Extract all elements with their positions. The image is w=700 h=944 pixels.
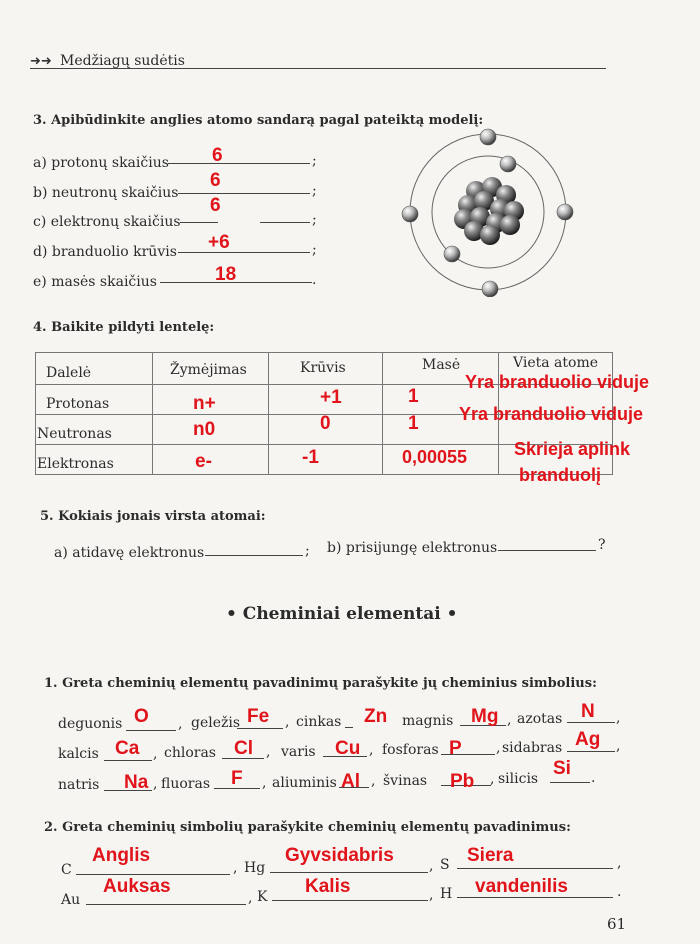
element-name: azotas (517, 711, 563, 727)
q3-item-label: b) neutronų skaičius (33, 185, 179, 201)
sep: , (369, 742, 374, 758)
col-header: Masė (422, 357, 461, 373)
electron (402, 206, 418, 222)
cell-place: Yra branduolio viduje (465, 372, 650, 392)
element-name: cinkas (296, 714, 342, 730)
element-symbol: Cu (335, 738, 361, 759)
element-name: sidabras (502, 740, 563, 756)
element-name: fosforas (382, 742, 439, 758)
symbol-line (237, 728, 283, 729)
q3-answer-line (178, 252, 310, 253)
header-rule (30, 68, 606, 69)
sep: , (153, 746, 158, 762)
element-name: natris (58, 777, 100, 793)
element-symbol: P (449, 738, 462, 759)
cell-symbol: e- (195, 451, 212, 472)
q3-item-label: a) protonų skaičius (33, 155, 169, 171)
sep: , (178, 716, 183, 732)
element-symbol-label: H (440, 886, 453, 902)
element-name: kalcis (58, 746, 99, 762)
element-symbol: Ca (115, 738, 140, 759)
q3-answer: 6 (212, 145, 223, 166)
q3-item-label: c) elektronų skaičius (33, 214, 181, 230)
element-name: deguonis (58, 716, 123, 732)
sep: , (429, 887, 434, 903)
sep: , (429, 858, 434, 874)
element-symbol: Cl (234, 738, 253, 759)
q3-item-end: . (312, 272, 317, 288)
element-symbol-label: Hg (244, 860, 266, 876)
q5-a-line (205, 555, 303, 556)
electron (444, 246, 460, 262)
q3-answer-line (178, 193, 310, 194)
q3-item-end: ; (312, 153, 317, 169)
element-symbol: Ag (575, 729, 601, 750)
q3-item-label: d) branduolio krūvis (33, 244, 177, 260)
element-name: aliuminis (272, 775, 337, 791)
page-number: 61 (607, 915, 627, 933)
q5-a-end: ; (305, 543, 310, 559)
name-line (86, 904, 246, 905)
row-label: Protonas (46, 396, 110, 412)
cell-charge: +1 (320, 387, 342, 408)
section-title: • Cheminiai elementai • (226, 604, 458, 624)
element-name: geležis (191, 715, 241, 731)
symbol-line (567, 751, 615, 752)
q3-item-end: ; (312, 212, 317, 228)
sep: . (617, 884, 622, 900)
sep: , (262, 775, 267, 791)
element-symbol: Zn (364, 706, 388, 727)
symbol-line (345, 727, 353, 728)
element-name-answer: Kalis (305, 876, 351, 897)
element-name-answer: Siera (467, 845, 514, 866)
sep: , (490, 771, 495, 787)
element-symbol: N (581, 701, 595, 722)
element-symbol: Na (124, 772, 149, 793)
name-line (270, 872, 428, 873)
name-line (76, 874, 230, 875)
element-name-answer: vandenilis (475, 876, 568, 897)
sep: , (616, 710, 621, 726)
q3-answer: +6 (208, 232, 230, 253)
cell-symbol: n0 (193, 419, 216, 440)
col-header: Vieta atome (513, 355, 599, 371)
col-header: Krūvis (300, 360, 346, 376)
name-line (272, 900, 428, 901)
element-symbol: Al (341, 771, 360, 792)
element-symbol: Pb (450, 771, 475, 792)
cell-mass: 1 (408, 386, 419, 407)
element-symbol: Si (553, 758, 571, 779)
element-symbol-label: C (61, 862, 72, 878)
cell-charge: -1 (302, 447, 319, 468)
cell-symbol: n+ (193, 393, 216, 414)
element-symbol-label: S (440, 857, 450, 873)
q5-title: 5. Kokiais jonais virsta atomai: (40, 509, 266, 524)
sep: , (496, 740, 501, 756)
q3-item-end: ; (312, 242, 317, 258)
element-symbol-label: K (257, 889, 268, 905)
electron (500, 156, 516, 172)
row-label: Elektronas (37, 456, 114, 472)
q5-b-label: b) prisijungę elektronus (327, 540, 498, 556)
cell-place: branduolį (519, 465, 601, 485)
sep: . (591, 770, 596, 786)
q5-b-line (498, 550, 596, 551)
element-name: varis (281, 744, 316, 760)
q3-item-end: ; (312, 183, 317, 199)
element-name-answer: Anglis (92, 845, 151, 866)
q3-item-label: e) masės skaičius (33, 274, 157, 290)
element-name: silicis (498, 771, 539, 787)
col-header: Dalelė (46, 365, 92, 381)
q5-a-label: a) atidavę elektronus (54, 545, 205, 561)
element-name: chloras (164, 745, 216, 761)
cell-place: Skrieja aplink (514, 439, 631, 459)
element-symbol: O (134, 706, 149, 727)
electron (557, 204, 573, 220)
symbol-line (104, 760, 152, 761)
q3-answer: 6 (210, 195, 221, 216)
q3-answer: 18 (215, 264, 237, 285)
sep: , (617, 855, 622, 871)
q3-title: 3. Apibūdinkite anglies atomo sandarą pagal pateiktą modelį: (33, 113, 484, 128)
header-arrows-icon: ➜➜ (30, 54, 52, 69)
sep: , (153, 776, 158, 792)
sep: , (616, 738, 621, 754)
q3-answer-line (260, 222, 310, 223)
electron (480, 129, 496, 145)
sep: , (266, 744, 271, 760)
sep: , (507, 712, 512, 728)
element-name: magnis (402, 713, 454, 729)
nucleus (454, 177, 524, 245)
col-header: Žymėjimas (170, 362, 247, 378)
element-symbol: Mg (471, 706, 499, 727)
q3-answer: 6 (210, 170, 221, 191)
electron (482, 281, 498, 297)
sep: , (285, 714, 290, 730)
cell-mass: 0,00055 (402, 447, 468, 467)
e2-title: 2. Greta cheminių simbolių parašykite cheminių elementų pavadinimus: (44, 820, 571, 835)
element-name-answer: Auksas (103, 876, 171, 897)
sep: , (371, 773, 376, 789)
sep: , (248, 890, 253, 906)
symbol-line (126, 730, 176, 731)
e1-title: 1. Greta cheminių elementų pavadinimų parašykite jų cheminius simbolius: (44, 676, 597, 691)
section-header: Medžiagų sudėtis (60, 53, 185, 69)
cell-place: Yra branduolio viduje (459, 404, 644, 424)
carbon-atom-model (398, 125, 582, 297)
q3-answer-line (168, 163, 310, 164)
cell-mass: 1 (408, 413, 419, 434)
element-name: fluoras (161, 776, 211, 792)
element-name: švinas (383, 773, 428, 789)
element-symbol: Fe (247, 706, 270, 727)
q5-b-end: ? (598, 537, 606, 553)
name-line (457, 868, 613, 869)
q4-title: 4. Baikite pildyti lentelę: (33, 320, 215, 335)
cell-charge: 0 (320, 413, 331, 434)
sep: , (233, 860, 238, 876)
row-label: Neutronas (37, 426, 112, 442)
element-symbol: F (231, 768, 243, 789)
q3-answer-line (180, 222, 218, 223)
element-symbol-label: Au (61, 892, 81, 908)
element-name-answer: Gyvsidabris (285, 845, 394, 866)
symbol-line (550, 782, 590, 783)
